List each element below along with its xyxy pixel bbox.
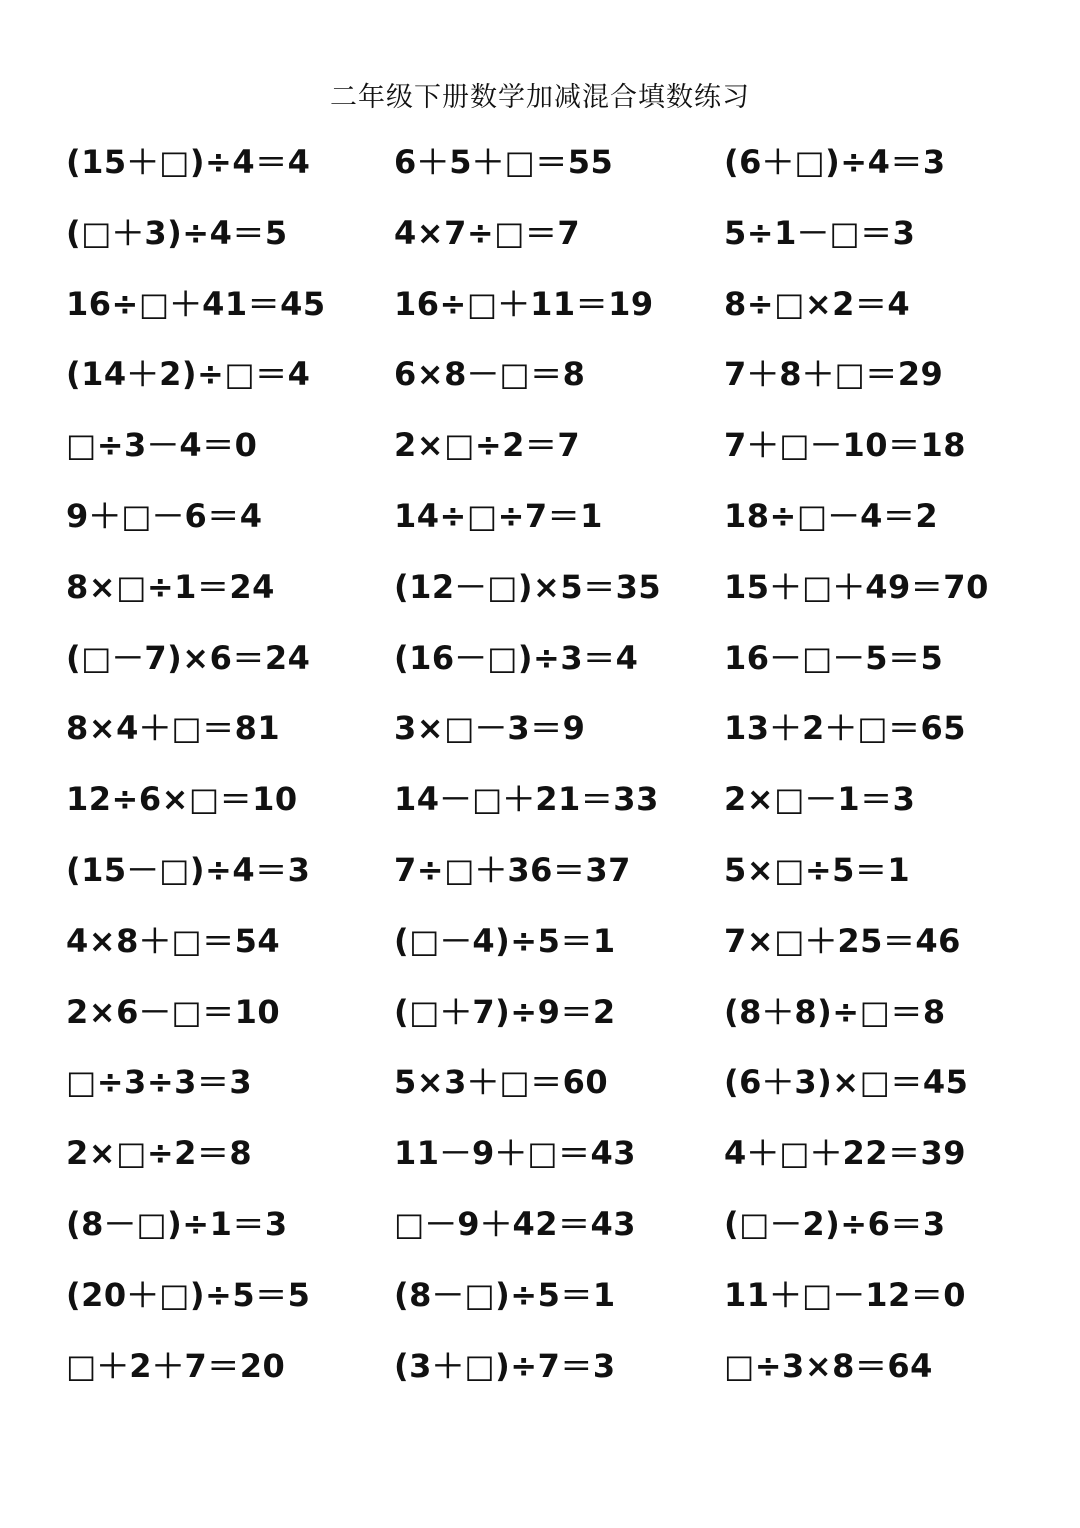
problem-item: 6＋5＋□＝55: [394, 143, 614, 181]
problem-item: 16÷□＋41＝45: [66, 284, 326, 323]
problem-item: (8－□)÷5＝1: [394, 1275, 616, 1314]
problem-item: 7＋8＋□＝29: [724, 355, 944, 394]
problem-column-1: [66, 131, 326, 1405]
problem-item: 2×□÷2＝7: [394, 426, 581, 465]
problem-item: 2×6－□＝10: [66, 992, 281, 1031]
problem-item: (15－□)÷4＝3: [66, 850, 311, 889]
problem-item: 8×□÷1＝24: [66, 567, 275, 606]
problem-item: 18÷□－4＝2: [724, 496, 939, 535]
problem-item: 15＋□＋49＝70: [724, 567, 989, 606]
page-title: 二年级下册数学加减混合填数练习: [330, 82, 750, 113]
problem-item: 2×□÷2＝8: [66, 1134, 253, 1173]
problem-item: (□＋7)÷9＝2: [394, 992, 616, 1031]
problem-item: 9＋□－6＝4: [66, 496, 263, 535]
problem-item: 5×3＋□＝60: [394, 1063, 609, 1102]
problem-item: 3×□－3＝9: [394, 709, 586, 748]
problem-item: (20＋□)÷5＝5: [66, 1275, 311, 1314]
problem-item: 13＋2＋□＝65: [724, 709, 967, 748]
problem-column-3: [724, 131, 989, 1405]
problem-item: (□－7)×6＝24: [66, 638, 311, 677]
problem-item: 11＋□－12＝0: [724, 1275, 967, 1314]
problem-item: 16－□－5＝5: [724, 638, 944, 677]
problem-item: (16－□)÷3＝4: [394, 638, 639, 677]
problem-item: (□＋3)÷4＝5: [66, 213, 288, 252]
problem-item: (6＋□)÷4＝3: [724, 143, 946, 181]
problem-item: 7×□＋25＝46: [724, 921, 961, 960]
problem-item: 14÷□÷7＝1: [394, 496, 603, 535]
problem-item: 2×□－1＝3: [724, 780, 916, 819]
problem-item: 8×4＋□＝81: [66, 709, 281, 748]
problem-item: (8＋8)÷□＝8: [724, 992, 946, 1031]
problem-item: 7÷□＋36＝37: [394, 850, 631, 889]
problem-item: 7＋□－10＝18: [724, 426, 967, 465]
problem-item: (3＋□)÷7＝3: [394, 1346, 616, 1385]
problem-item: 4×7÷□＝7: [394, 213, 581, 252]
problem-item: 5×□÷5＝1: [724, 850, 911, 889]
problem-item: 16÷□＋11＝19: [394, 284, 654, 323]
problem-item: 8÷□×2＝4: [724, 284, 911, 323]
problem-item: (12－□)×5＝35: [394, 567, 662, 606]
problem-item: □＋2＋7＝20: [66, 1346, 286, 1385]
problem-item: □÷3×8＝64: [724, 1346, 933, 1385]
problem-item: 4＋□＋22＝39: [724, 1134, 967, 1173]
problem-item: □÷3÷3＝3: [66, 1063, 253, 1102]
problem-item: 11－9＋□＝43: [394, 1134, 637, 1173]
problem-item: 4×8＋□＝54: [66, 921, 281, 960]
problem-item: 12÷6×□＝10: [66, 780, 298, 819]
problem-item: (8－□)÷1＝3: [66, 1204, 288, 1243]
problem-item: 14－□＋21＝33: [394, 780, 659, 819]
problem-item: (14＋2)÷□＝4: [66, 355, 311, 394]
problem-item: □－9＋42＝43: [394, 1204, 637, 1243]
problem-item: (15＋□)÷4＝4: [66, 143, 311, 181]
problem-item: □÷3－4＝0: [66, 426, 258, 465]
problem-item: 5÷1－□＝3: [724, 213, 916, 252]
problem-item: (□－4)÷5＝1: [394, 921, 616, 960]
problem-item: (6＋3)×□＝45: [724, 1063, 969, 1102]
problem-column-2: [394, 131, 661, 1405]
problem-item: 6×8－□＝8: [394, 355, 586, 394]
problem-item: (□－2)÷6＝3: [724, 1204, 946, 1243]
